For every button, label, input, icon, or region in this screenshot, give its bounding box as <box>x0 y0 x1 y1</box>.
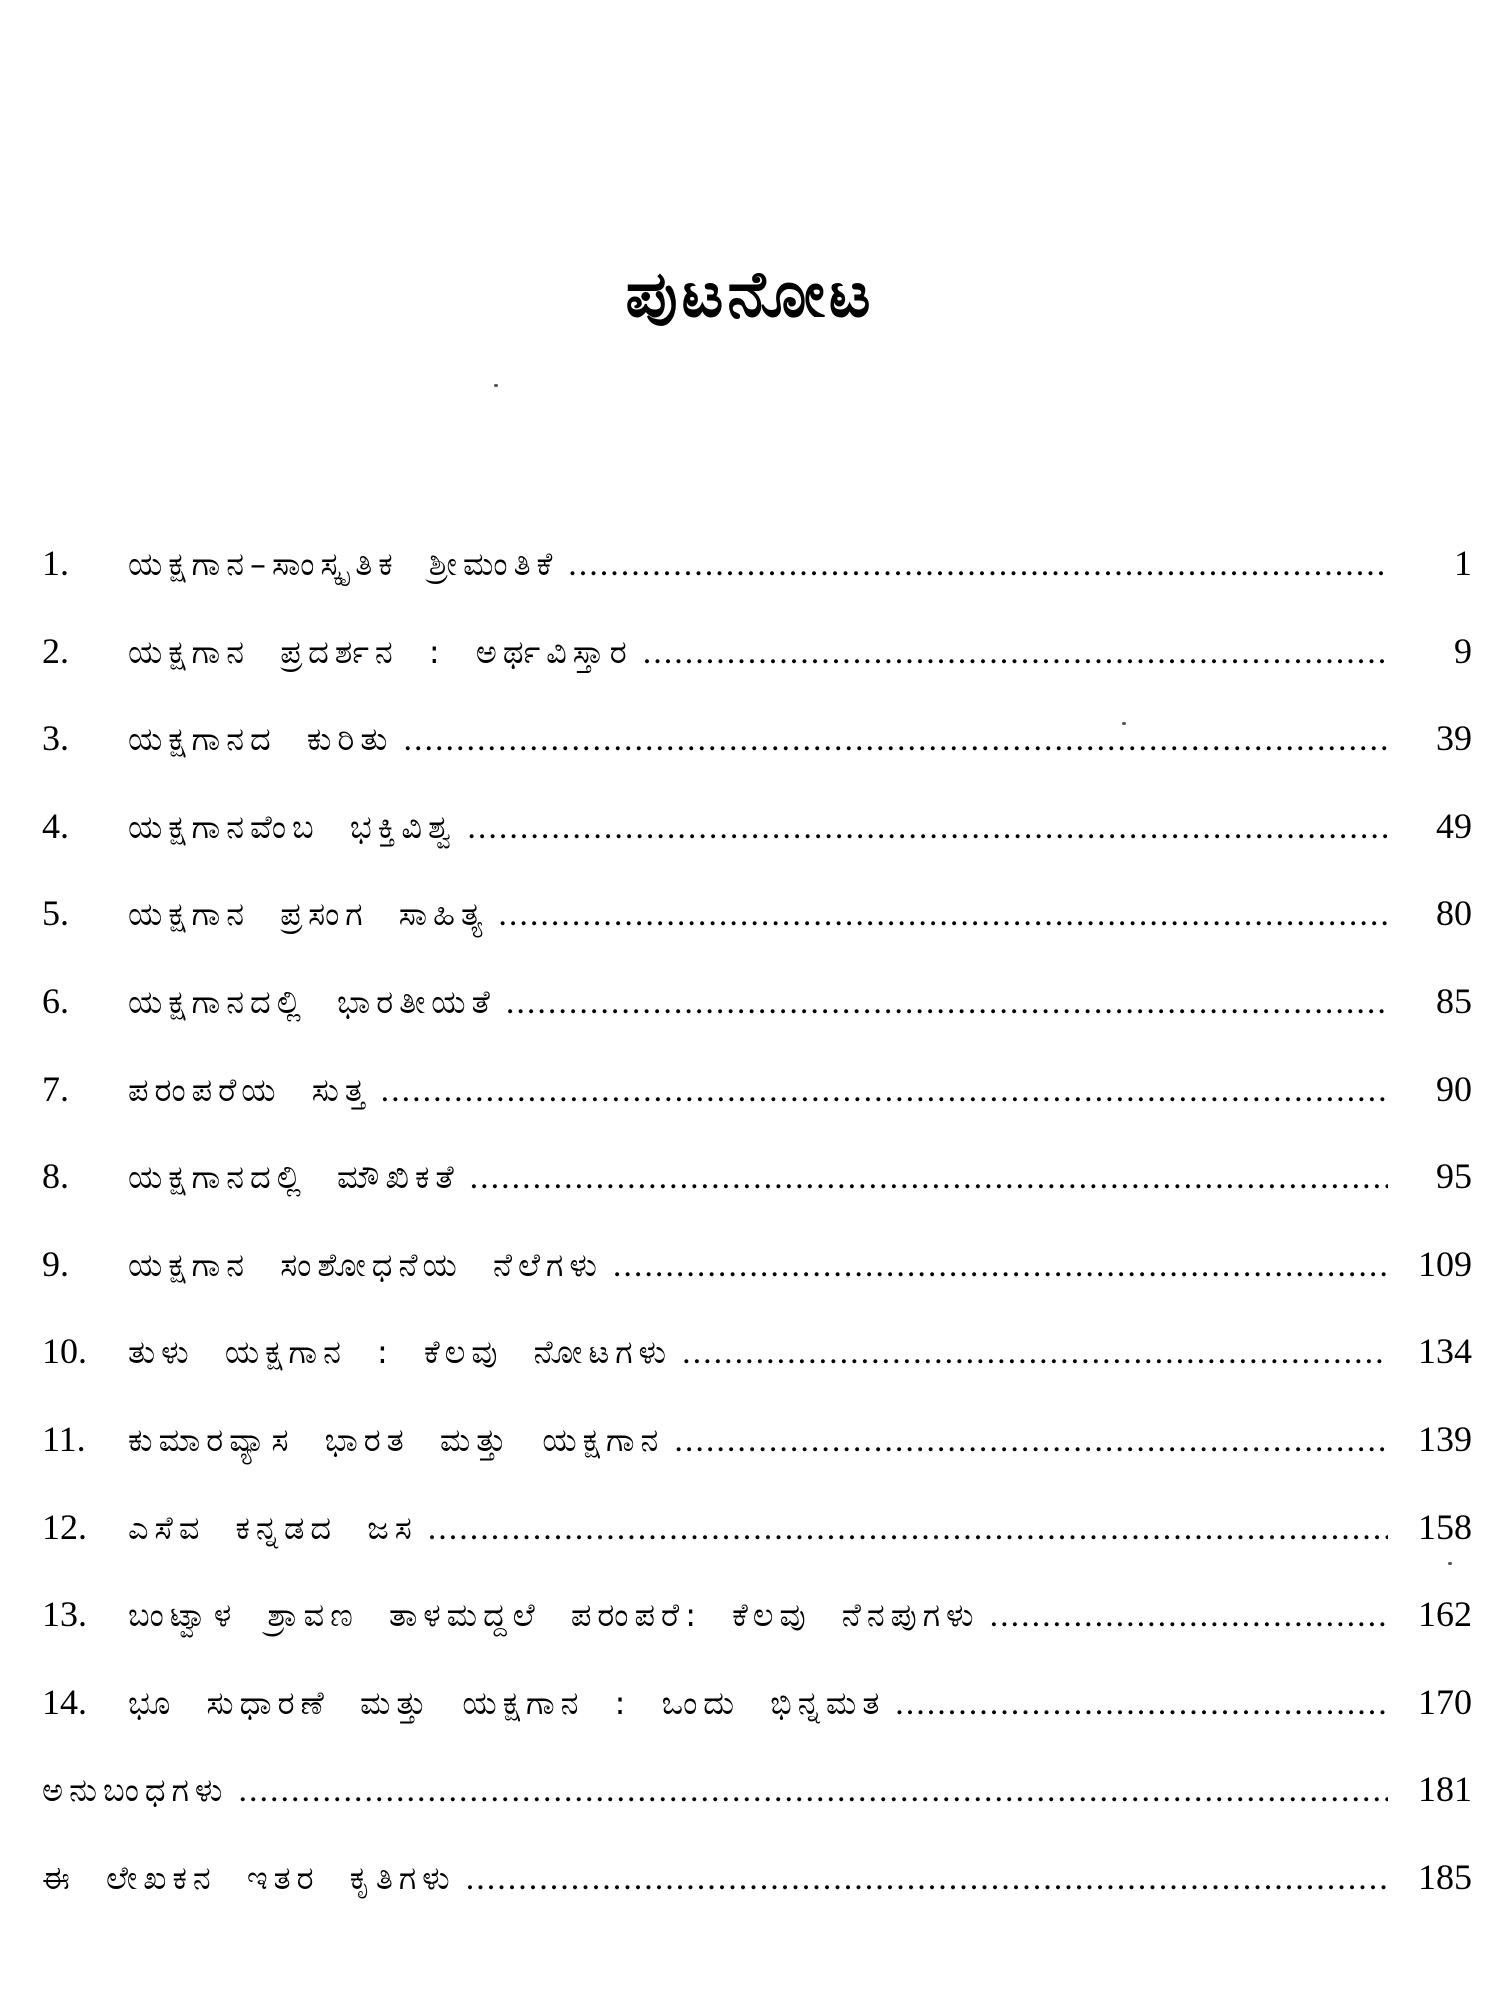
toc-entry-page-number: 80 <box>1436 893 1472 934</box>
toc-entry[interactable] <box>42 870 1472 958</box>
toc-entry-page-number: 134 <box>1418 1331 1472 1372</box>
toc-entry-title: ಯಕ್ಷಗಾನ ಸಂಶೋಧನೆಯ ನೆಲೆಗಳು <box>128 1245 603 1284</box>
toc-entry-page-number: 185 <box>1418 1856 1472 1897</box>
toc-entry-page-number: 139 <box>1418 1418 1472 1459</box>
dot-leader <box>682 1309 1388 1397</box>
toc-entry-page-number: 170 <box>1418 1681 1472 1722</box>
toc-entry-number: 6. <box>42 980 69 1021</box>
toc-entry-title: ಈ ಲೇಖಕನ ಇತರ ಕೃತಿಗಳು <box>42 1858 456 1897</box>
dot-leader <box>403 696 1388 784</box>
dot-leader <box>506 959 1388 1047</box>
print-speck <box>494 384 498 387</box>
toc-entry-page-number: 85 <box>1436 980 1472 1021</box>
toc-entry[interactable] <box>42 520 1472 608</box>
toc-entry-page-number: 162 <box>1418 1594 1472 1635</box>
toc-entry[interactable] <box>42 1834 1472 1922</box>
toc-entry-number: 13. <box>42 1594 87 1635</box>
toc-entry[interactable] <box>42 1308 1472 1396</box>
dot-leader <box>466 1835 1388 1923</box>
toc-entry-number: 9. <box>42 1243 69 1284</box>
dot-leader <box>428 1485 1388 1573</box>
toc-entry[interactable] <box>42 1746 1472 1834</box>
toc-entry-page-number: 90 <box>1436 1068 1472 1109</box>
toc-entry-title: ಯಕ್ಷಗಾನದಲ್ಲಿ ಮೌಖಿಕತೆ <box>128 1158 460 1197</box>
toc-entry-number: 1. <box>42 543 69 583</box>
toc-entry-number: 2. <box>42 630 69 671</box>
toc-entry-number: 7. <box>42 1068 69 1109</box>
toc-entry-page-number: 39 <box>1436 718 1472 759</box>
toc-entry-page-number: 95 <box>1436 1156 1472 1197</box>
toc-entry-title: ಯಕ್ಷಗಾನವೆಂಬ ಭಕ್ತಿವಿಶ್ವ <box>128 807 458 846</box>
toc-entry-page-number: 158 <box>1418 1506 1472 1547</box>
toc-entry-title: ಯಕ್ಷಗಾನದಲ್ಲಿ ಭಾರತೀಯತೆ <box>128 982 496 1021</box>
toc-entry[interactable] <box>42 695 1472 783</box>
toc-entry-title: ತುಳು ಯಕ್ಷಗಾನ : ಕೆಲವು ನೋಟಗಳು <box>128 1333 673 1372</box>
toc-entry-title: ಯಕ್ಷಗಾನ ಪ್ರಸಂಗ ಸಾಹಿತ್ಯ <box>128 895 489 934</box>
toc-entry-title: ಯಕ್ಷಗಾನದ ಕುರಿತು <box>128 720 394 759</box>
toc-entry-number: 14. <box>42 1681 87 1722</box>
toc-entry-title: ಪರಂಪರೆಯ ಸುತ್ತ <box>128 1070 371 1109</box>
toc-entry[interactable] <box>42 958 1472 1046</box>
dot-leader <box>568 521 1388 609</box>
dot-leader <box>470 1134 1388 1222</box>
toc-entry[interactable] <box>42 1396 1472 1484</box>
toc-entry-page-number: 9 <box>1454 630 1472 671</box>
table-of-contents <box>42 520 1472 1922</box>
toc-entry-title: ಯಕ್ಷಗಾನ ಪ್ರದರ್ಶನ : ಅರ್ಥವಿಸ್ತಾರ <box>128 632 633 671</box>
dot-leader <box>674 1397 1388 1485</box>
toc-entry[interactable] <box>42 608 1472 696</box>
toc-entry[interactable] <box>42 1221 1472 1309</box>
toc-entry-number: 12. <box>42 1506 87 1547</box>
dot-leader <box>498 871 1388 959</box>
toc-entry-title: ಯಕ್ಷಗಾನ–ಸಾಂಸ್ಕೃತಿಕ ಶ್ರೀಮಂತಿಕೆ <box>128 545 559 583</box>
toc-entry-number: 4. <box>42 805 69 846</box>
dot-leader <box>643 609 1388 697</box>
toc-entry-title: ಬಂಟ್ವಾಳ ಶ್ರಾವಣ ತಾಳಮದ್ದಲೆ ಪರಂಪರೆ: ಕೆಲವು ನೆನಪುಗಳು <box>128 1596 980 1635</box>
dot-leader <box>381 1047 1388 1135</box>
toc-entry-number: 5. <box>42 893 69 934</box>
dot-leader <box>467 784 1388 872</box>
dot-leader <box>613 1222 1388 1310</box>
toc-entry[interactable] <box>42 1484 1472 1572</box>
toc-entry-title: ಭೂ ಸುಧಾರಣೆ ಮತ್ತು ಯಕ್ಷಗಾನ : ಒಂದು ಭಿನ್ನಮತ <box>128 1683 886 1722</box>
toc-entry[interactable] <box>42 1133 1472 1221</box>
toc-entry-title: ಅನುಬಂಧಗಳು <box>42 1771 229 1810</box>
toc-entry[interactable] <box>42 783 1472 871</box>
dot-leader <box>990 1572 1388 1660</box>
toc-entry-number: 8. <box>42 1156 69 1197</box>
toc-entry-number: 11. <box>42 1418 86 1459</box>
toc-entry-number: 3. <box>42 718 69 759</box>
toc-entry-title: ಕುಮಾರವ್ಯಾಸ ಭಾರತ ಮತ್ತು ಯಕ್ಷಗಾನ <box>128 1420 665 1459</box>
toc-entry-page-number: 1 <box>1454 543 1472 583</box>
toc-entry-page-number: 49 <box>1436 805 1472 846</box>
toc-entry-page-number: 181 <box>1418 1769 1472 1810</box>
toc-entry[interactable] <box>42 1571 1472 1659</box>
toc-entry-page-number: 109 <box>1418 1243 1472 1284</box>
dot-leader <box>895 1660 1388 1748</box>
toc-entry[interactable] <box>42 1659 1472 1747</box>
page-title: ಪುಟನೋಟ <box>625 258 875 332</box>
toc-entry-title: ಎಸೆವ ಕನ್ನಡದ ಜಸ <box>128 1508 418 1547</box>
toc-entry[interactable] <box>42 1046 1472 1134</box>
dot-leader <box>238 1747 1388 1835</box>
toc-entry-number: 10. <box>42 1331 87 1372</box>
